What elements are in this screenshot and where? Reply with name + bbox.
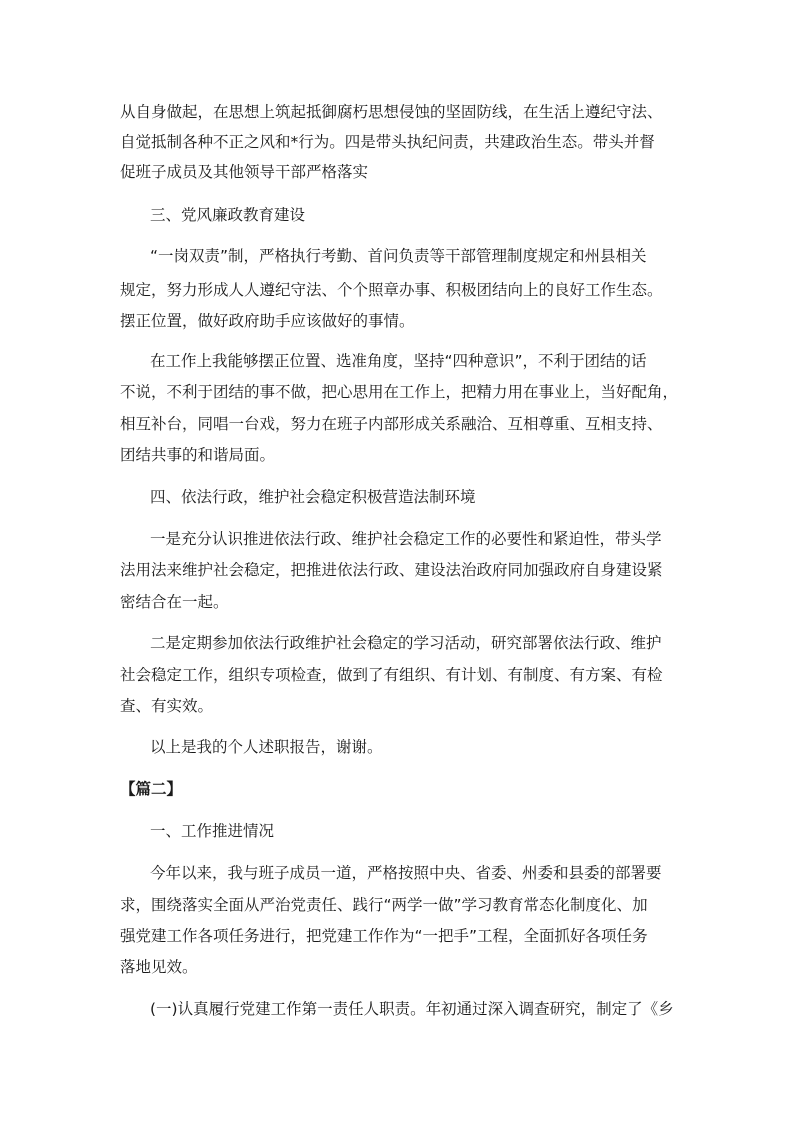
text-line: 查、有实效。 [120, 697, 214, 715]
text-line: 相互补台，同唱一台戏，努力在班子内部形成关系融洽、互相尊重、互相支持、 [120, 415, 663, 433]
text-line: 密结合在一起。 [120, 593, 229, 611]
text-line: 促班子成员及其他领导干部严格落实 [120, 163, 369, 181]
text-line: (一)认真履行党建工作第一责任人职责。年初通过深入调查研究，制定了《乡 [150, 1000, 674, 1018]
text-line: 二是定期参加依法行政维护社会稳定的学习活动，研究部署依法行政、维护 [150, 634, 662, 652]
text-line: 求，围绕落实全面从严治党责任、践行“两学一做”学习教育常态化制度化、加 [120, 896, 648, 914]
text-line: 今年以来，我与班子成员一道，严格按照中央、省委、州委和县委的部署要 [150, 864, 662, 882]
section-heading: 一、工作推进情况 [150, 822, 275, 840]
text-line: 不说，不利于团结的事不做，把心思用在工作上，把精力用在事业上，当好配角， [120, 383, 679, 401]
text-line: 自觉抵制各种不正之风和*行为。四是带头执纪问责，共建政治生态。带头并督 [120, 133, 655, 151]
text-line: “一岗双责”制，严格执行考勤、首问负责等干部管理制度规定和州县相关 [150, 247, 647, 265]
text-line: 强党建工作各项任务进行，把党建工作作为“一把手”工程，全面抓好各项任务 [120, 927, 648, 945]
text-line: 法用法来维护社会稳定，把推进依法行政、建设法治政府同加强政府自身建设紧 [120, 561, 663, 579]
text-line: 从自身做起，在思想上筑起抵御腐朽思想侵蚀的坚固防线，在生活上遵纪守法、 [120, 103, 663, 121]
section-heading: 四、依法行政，维护社会稳定积极营造法制环境 [150, 488, 476, 506]
text-line: 摆正位置，做好政府助手应该做好的事情。 [120, 312, 415, 330]
text-line: 在工作上我能够摆正位置、选准角度，坚持“四种意识”，不利于团结的话 [150, 352, 647, 370]
text-line: 一是充分认识推进依法行政、维护社会稳定工作的必要性和紧迫性，带头学 [150, 530, 662, 548]
text-line: 规定，努力形成人人遵纪守法、个个照章办事、积极团结向上的良好工作生态。 [120, 281, 663, 299]
text-line: 社会稳定工作，组织专项检查，做到了有组织、有计划、有制度、有方案、有检 [120, 666, 663, 684]
part-heading: 【篇二】 [120, 780, 183, 798]
text-line: 以上是我的个人述职报告，谢谢。 [150, 738, 383, 756]
section-heading: 三、党风廉政教育建设 [150, 206, 306, 224]
text-line: 落地见效。 [120, 958, 198, 976]
text-line: 团结共事的和谐局面。 [120, 446, 276, 464]
